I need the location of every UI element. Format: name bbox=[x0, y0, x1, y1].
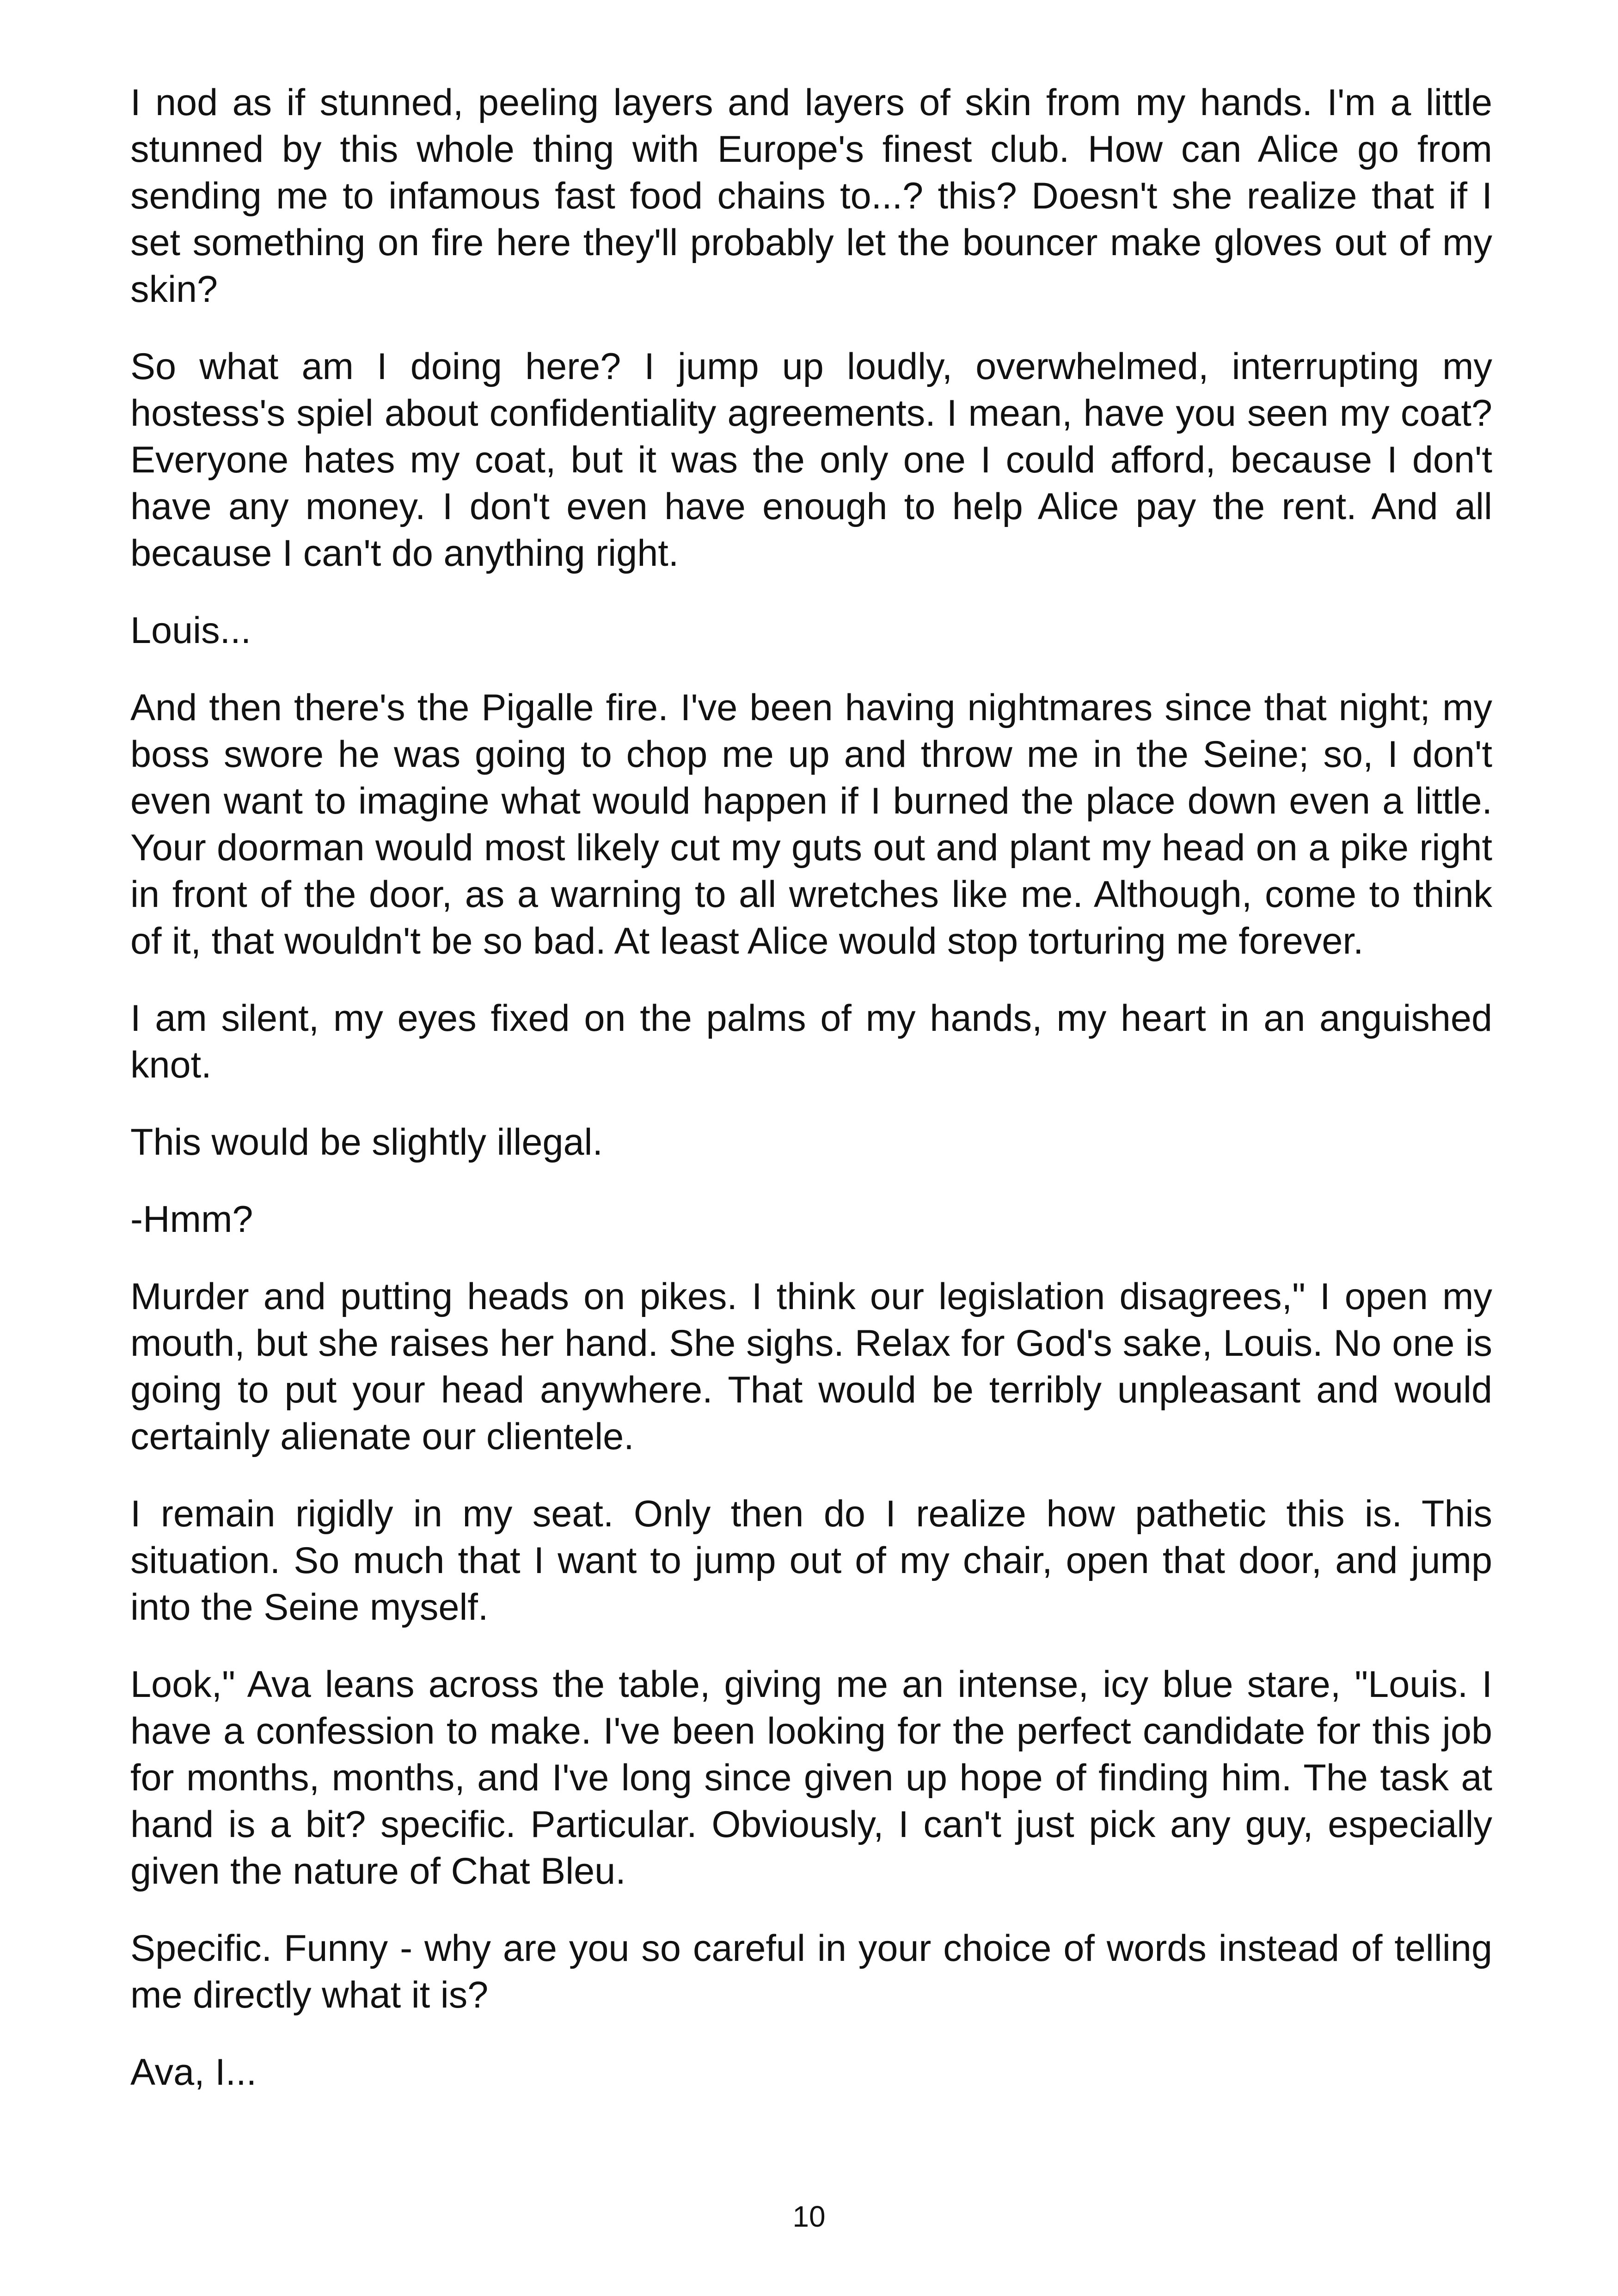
paragraph: I am silent, my eyes fixed on the palms of my hands, my heart in an anguished knot. bbox=[130, 998, 1492, 1086]
paragraph: -Hmm? bbox=[130, 1199, 253, 1240]
paragraph: Louis... bbox=[130, 610, 251, 651]
paragraph: Ava, I... bbox=[130, 2051, 257, 2093]
paragraph: This would be slightly illegal. bbox=[130, 1121, 603, 1163]
paragraph: Specific. Funny - why are you so careful in your choice of words instead of telling me directly what it is? bbox=[130, 1928, 1492, 2016]
paragraph: Look," Ava leans across the table, giving me an intense, icy blue stare, "Louis. I have a confession to make. I've been looking for the perfect candidate for this job for months, months, and I've long since given up hope of finding him. The task at hand is a bit? specific. Particular. Obviously, I can't just pick any guy, especially given the nature of Chat Bleu. bbox=[130, 1664, 1492, 1892]
paragraph: Murder and putting heads on pikes. I think our legislation disagrees," I open my mouth, but she raises her hand. She sighs. Relax for God's sake, Louis. No one is going to put your head anywhere. That would be terribly unpleasant and would certainly alienate our clientele. bbox=[130, 1276, 1492, 1457]
paragraph: And then there's the Pigalle fire. I've been having nightmares since that night; my boss swore he was going to chop me up and throw me in the Seine; so, I don't even want to imagine what would happen if I burned the place down even a little. Your doorman would most likely cut my guts out and plant my head on a pike right in front of the door, as a warning to all wretches like me. Although, come to think of it, that wouldn't be so bad. At least Alice would stop torturing me forever. bbox=[130, 687, 1492, 962]
paragraph: So what am I doing here? I jump up loudly, overwhelmed, interrupting my hostess's spiel about confidentiality agreements. I mean, have you seen my coat? Everyone hates my coat, but it was the only one I could afford, because I don't have any money. I don't even have enough to help Alice pay the rent. And all because I can't do anything right. bbox=[130, 346, 1492, 574]
paragraph: I remain rigidly in my seat. Only then do I realize how pathetic this is. This situation. So much that I want to jump out of my chair, open that door, and jump into the Seine myself. bbox=[130, 1493, 1492, 1628]
paragraph: I nod as if stunned, peeling layers and layers of skin from my hands. I'm a little stunned by this whole thing with Europe's finest club. How can Alice go from sending me to infamous fast food chains to...? this? Doesn't she realize that if I set something on fire here they'll probably let the bouncer make gloves out of my skin? bbox=[130, 82, 1492, 310]
body-text bbox=[130, 80, 1492, 2126]
page-number: 10 bbox=[792, 2200, 826, 2233]
